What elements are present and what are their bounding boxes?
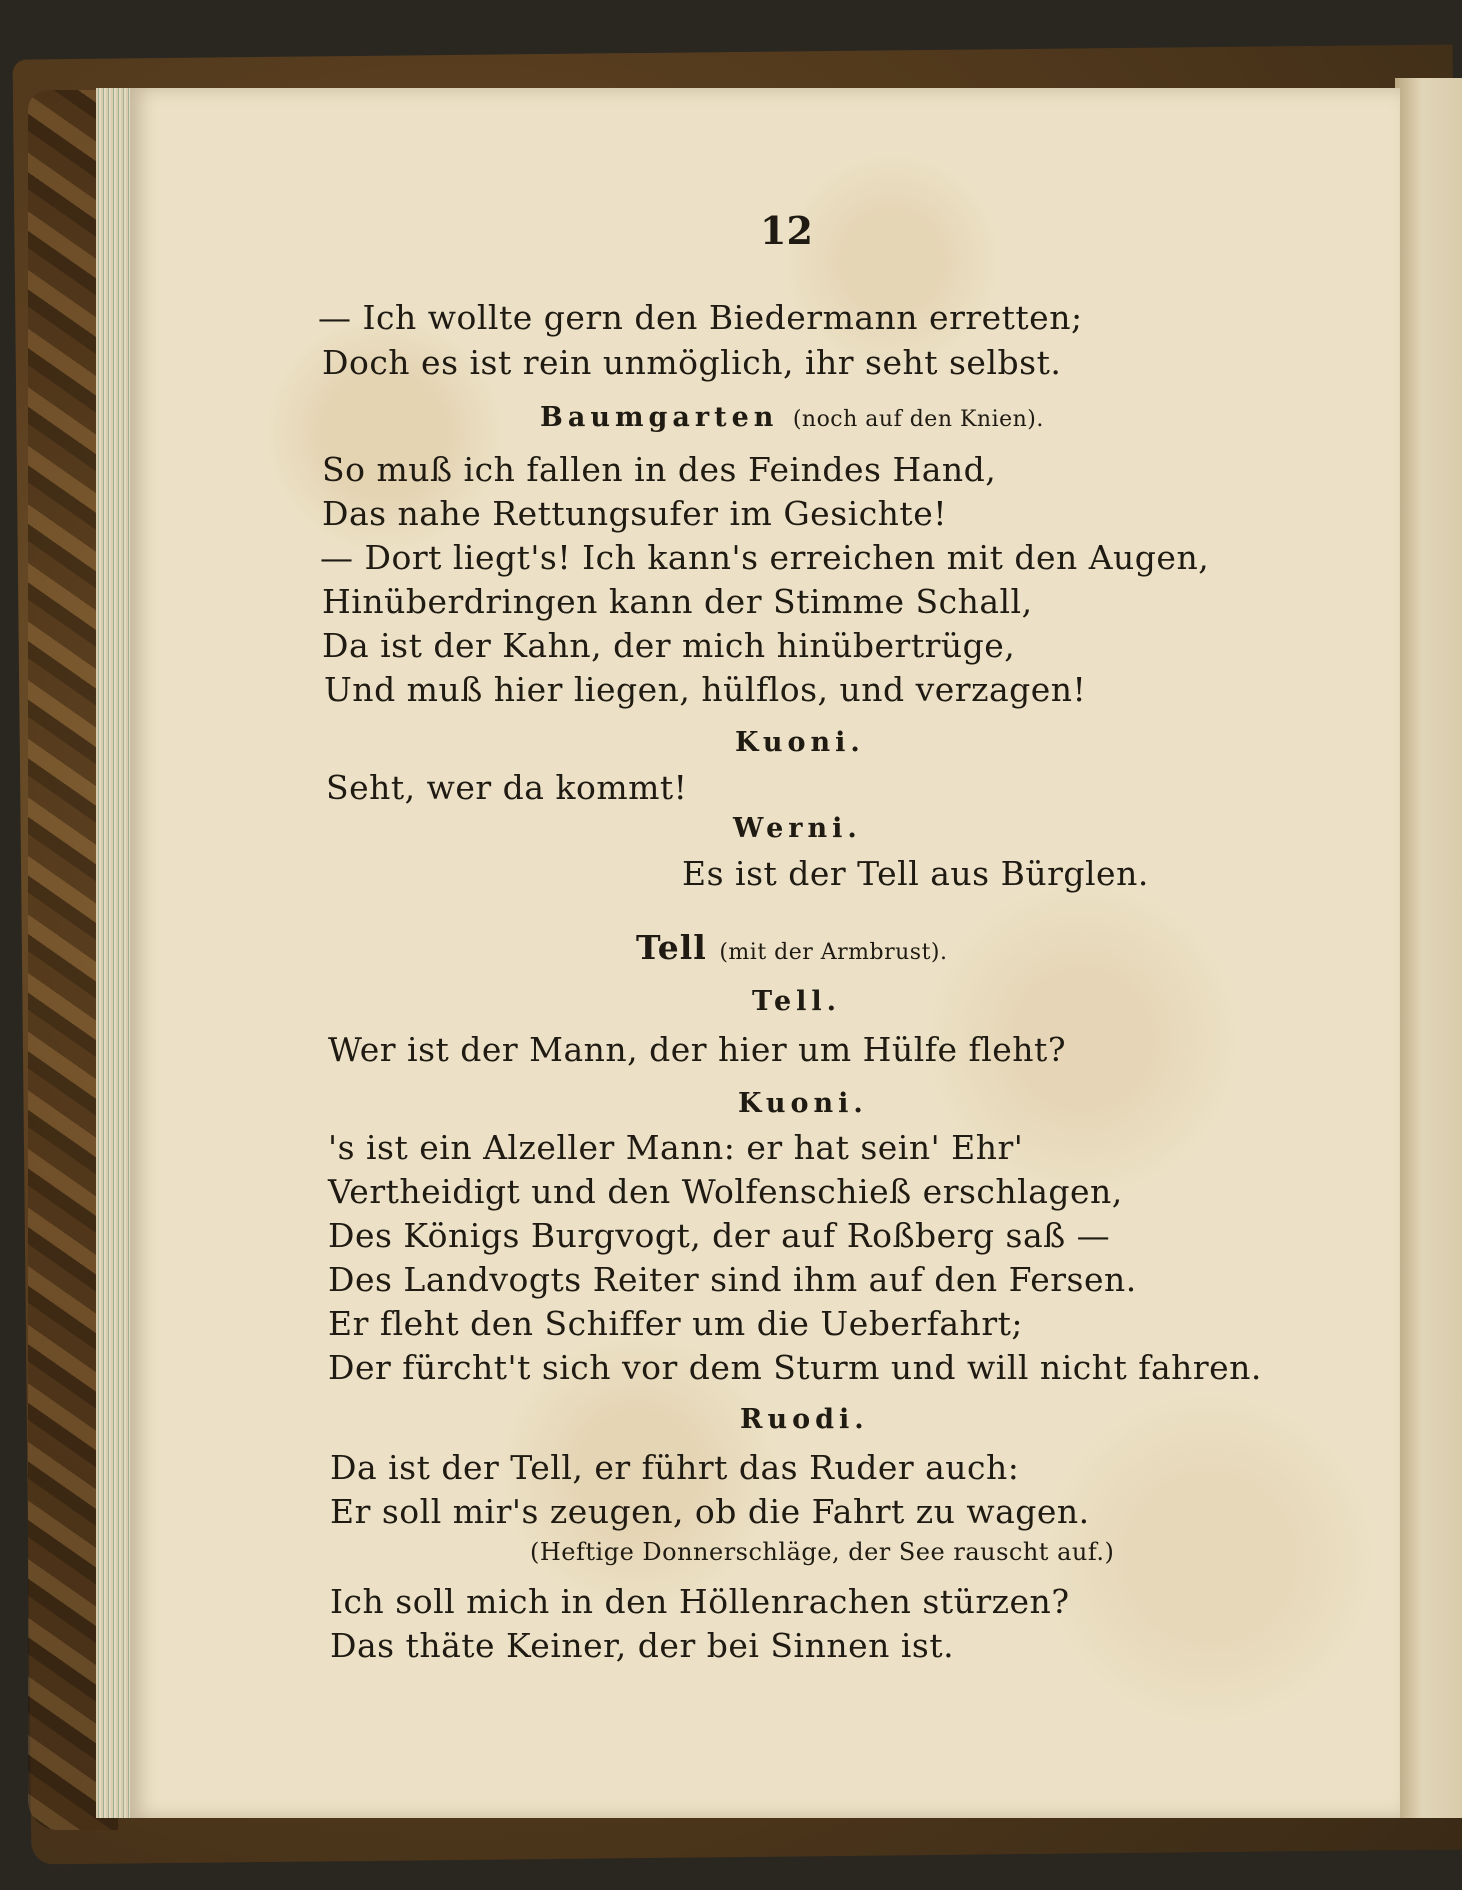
speaker-heading: Tell. — [752, 986, 842, 1017]
verse-line: Doch es ist rein unmöglich, ihr seht selbst. — [322, 343, 1062, 382]
verse-line: Und muß hier liegen, hülflos, und verzagen! — [324, 670, 1087, 709]
speaker-heading — [540, 402, 1044, 433]
speaker-heading: Kuoni. — [735, 727, 865, 758]
verse-line: Des Landvogts Reiter sind ihm auf den Fersen. — [328, 1260, 1137, 1299]
verse-line: 's ist ein Alzeller Mann: er hat sein' Ehr' — [328, 1128, 1024, 1167]
verse-line: Vertheidigt und den Wolfenschieß erschlagen, — [328, 1172, 1123, 1211]
verse-line: Das nahe Rettungsufer im Gesichte! — [322, 494, 947, 533]
verse-line: Seht, wer da kommt! — [326, 768, 688, 807]
verse-line: Da ist der Kahn, der mich hinübertrüge, — [322, 626, 1016, 665]
stage-direction: (mit der Armbrust). — [719, 940, 948, 965]
speaker-name: Tell — [636, 928, 707, 967]
verse-line: Er fleht den Schiffer um die Ueberfahrt; — [328, 1304, 1023, 1343]
stage-direction: (noch auf den Knien). — [792, 407, 1044, 432]
verse-line: — Ich wollte gern den Biedermann erretten; — [318, 298, 1083, 337]
verse-line: Er soll mir's zeugen, ob die Fahrt zu wagen. — [330, 1492, 1090, 1531]
speaker-heading: Kuoni. — [738, 1088, 868, 1119]
speaker-name: Baumgarten — [540, 402, 779, 433]
verse-line: Da ist der Tell, er führt das Ruder auch: — [330, 1448, 1020, 1487]
verse-line: — Dort liegt's! Ich kann's erreichen mit den Augen, — [320, 538, 1210, 577]
verse-line: So muß ich fallen in des Feindes Hand, — [322, 450, 997, 489]
stage-direction: (Heftige Donnerschläge, der See rauscht auf.) — [530, 1538, 1115, 1566]
speaker-heading: Werni. — [733, 813, 862, 844]
verse-line: Es ist der Tell aus Bürglen. — [682, 854, 1149, 893]
verse-line: Wer ist der Mann, der hier um Hülfe fleht? — [328, 1030, 1067, 1069]
speaker-heading — [636, 928, 948, 967]
verse-line: Das thäte Keiner, der bei Sinnen ist. — [330, 1626, 955, 1665]
verse-line: Hinüberdringen kann der Stimme Schall, — [322, 582, 1033, 621]
verse-line: Des Königs Burgvogt, der auf Roßberg saß — — [328, 1216, 1111, 1255]
verse-line: Der fürcht't sich vor dem Sturm und will nicht fahren. — [328, 1348, 1262, 1387]
page-number: 12 — [760, 208, 813, 253]
verse-line: Ich soll mich in den Höllenrachen stürzen? — [330, 1582, 1070, 1621]
speaker-heading: Ruodi. — [740, 1404, 869, 1435]
